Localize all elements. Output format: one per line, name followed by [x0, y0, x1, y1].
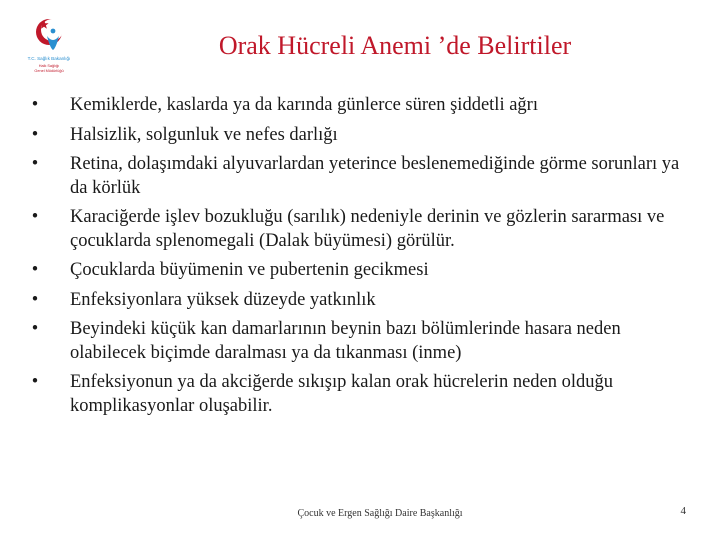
logo-line2: Halk Sağlığı [38, 64, 60, 68]
footer-department: Çocuk ve Ergen Sağlığı Daire Başkanlığı [297, 508, 463, 519]
list-item-text: Kemiklerde, kaslarda ya da karında günlerce süren şiddetli ağrı [70, 95, 538, 115]
slide-title: Orak Hücreli Anemi ’de Belirtiler [218, 31, 572, 60]
bullet-marker: • [31, 95, 39, 115]
bullet-marker: • [31, 372, 39, 392]
bullet-marker: • [31, 124, 39, 145]
list-item [28, 289, 688, 313]
bullet-marker: • [31, 154, 39, 174]
list-item [28, 371, 688, 418]
bullet-marker: • [31, 289, 39, 310]
list-item [28, 124, 688, 148]
list-item-text: Karaciğerde işlev bozukluğu (sarılık) nedeniyle derinin ve gözlerin sararması ve çocuklarda splenomegali (Dalak büyümesi) görülür. [70, 207, 665, 251]
list-item [28, 206, 688, 253]
symptom-list [28, 94, 688, 424]
logo-line3: Genel Müdürlüğü [34, 69, 64, 73]
bullet-marker: • [31, 207, 39, 227]
ministry-logo-icon [20, 14, 78, 76]
list-item-text: Enfeksiyonun ya da akciğerde sıkışıp kalan orak hücrelerin neden olduğu komplikasyonlar oluşabilir. [70, 372, 614, 416]
list-item [28, 153, 688, 200]
list-item [28, 94, 688, 118]
bullet-marker: • [31, 319, 39, 339]
list-item-text: Çocuklarda büyümenin ve pubertenin gecikmesi [70, 260, 429, 280]
page-number: 4 [680, 505, 686, 517]
list-item [28, 318, 688, 365]
list-item-text: Enfeksiyonlara yüksek düzeyde yatkınlık [70, 289, 376, 310]
list-item-text: Beyindeki küçük kan damarlarının beynin bazı bölümlerinde hasara neden olabilecek biçimde daralması ya da tıkanması (inme) [70, 319, 621, 363]
bullet-marker: • [31, 260, 39, 280]
logo-line1: T.C. Sağlık Bakanlığı [27, 56, 71, 61]
list-item [28, 259, 688, 283]
list-item-text: Retina, dolaşımdaki alyuvarlardan yeterince beslenemediğinde görme sorunları ya da körlük [70, 154, 680, 198]
ministry-logo [20, 14, 78, 76]
list-item-text: Halsizlik, solgunluk ve nefes darlığı [70, 124, 338, 145]
